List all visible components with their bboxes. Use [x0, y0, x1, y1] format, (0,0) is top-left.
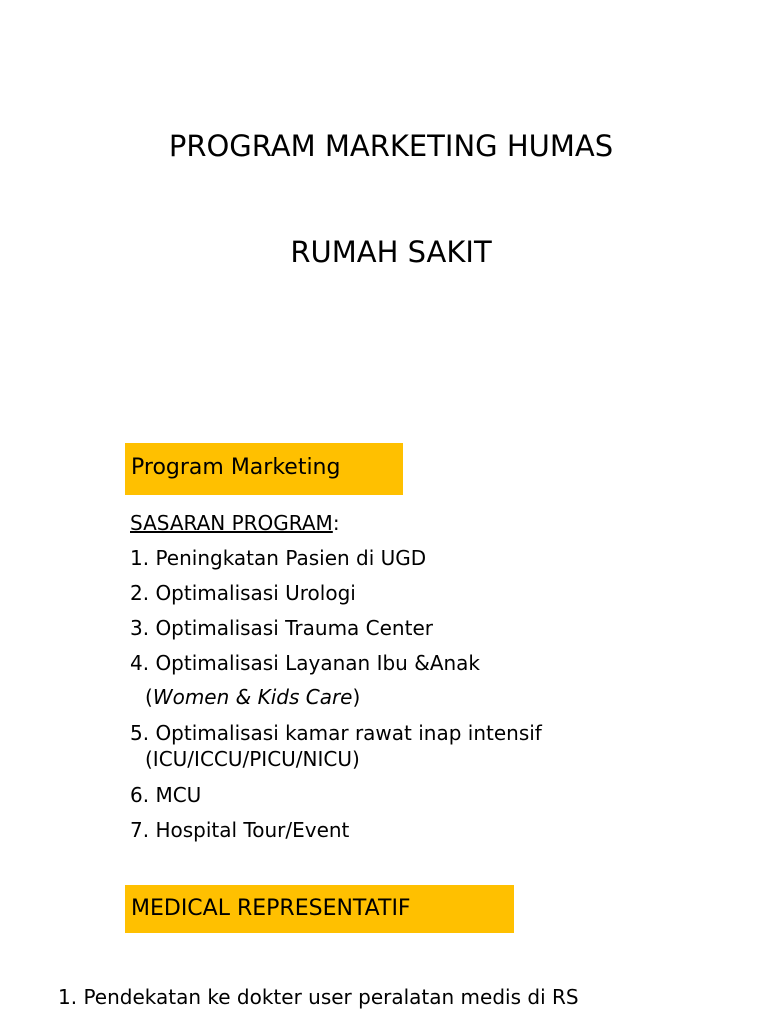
- program-item-4-paren-open: (: [145, 685, 153, 709]
- program-item-6: 6. MCU: [130, 783, 202, 807]
- sasaran-program-label: SASARAN PROGRAM: [130, 511, 333, 535]
- medical-representatif-banner: [125, 885, 514, 933]
- program-marketing-banner: [125, 443, 403, 495]
- page-subtitle: RUMAH SAKIT: [290, 235, 492, 269]
- program-item-7: 7. Hospital Tour/Event: [130, 818, 350, 842]
- program-item-4-paren-close: ): [352, 685, 361, 709]
- sasaran-program-heading: [130, 513, 340, 533]
- program-item-4-continuation: [145, 687, 360, 707]
- program-item-5-continuation: (ICU/ICCU/PICU/NICU): [145, 747, 360, 771]
- program-item-2: 2. Optimalisasi Urologi: [130, 581, 356, 605]
- page-title: PROGRAM MARKETING HUMAS: [168, 129, 614, 163]
- program-item-4-italic-text: Women & Kids Care: [152, 685, 353, 709]
- sasaran-program-colon: :: [332, 511, 340, 535]
- program-item-5: 5. Optimalisasi kamar rawat inap intensif: [130, 721, 542, 745]
- program-marketing-banner-label: Program Marketing: [131, 455, 341, 480]
- program-item-1: 1. Peningkatan Pasien di UGD: [130, 546, 427, 570]
- medrep-item-1: 1. Pendekatan ke dokter user peralatan medis di RS: [58, 985, 579, 1009]
- program-item-3: 3. Optimalisasi Trauma Center: [130, 616, 433, 640]
- program-item-4: 4. Optimalisasi Layanan Ibu &Anak: [130, 651, 481, 675]
- medical-representatif-banner-label: MEDICAL REPRESENTATIF: [131, 896, 411, 921]
